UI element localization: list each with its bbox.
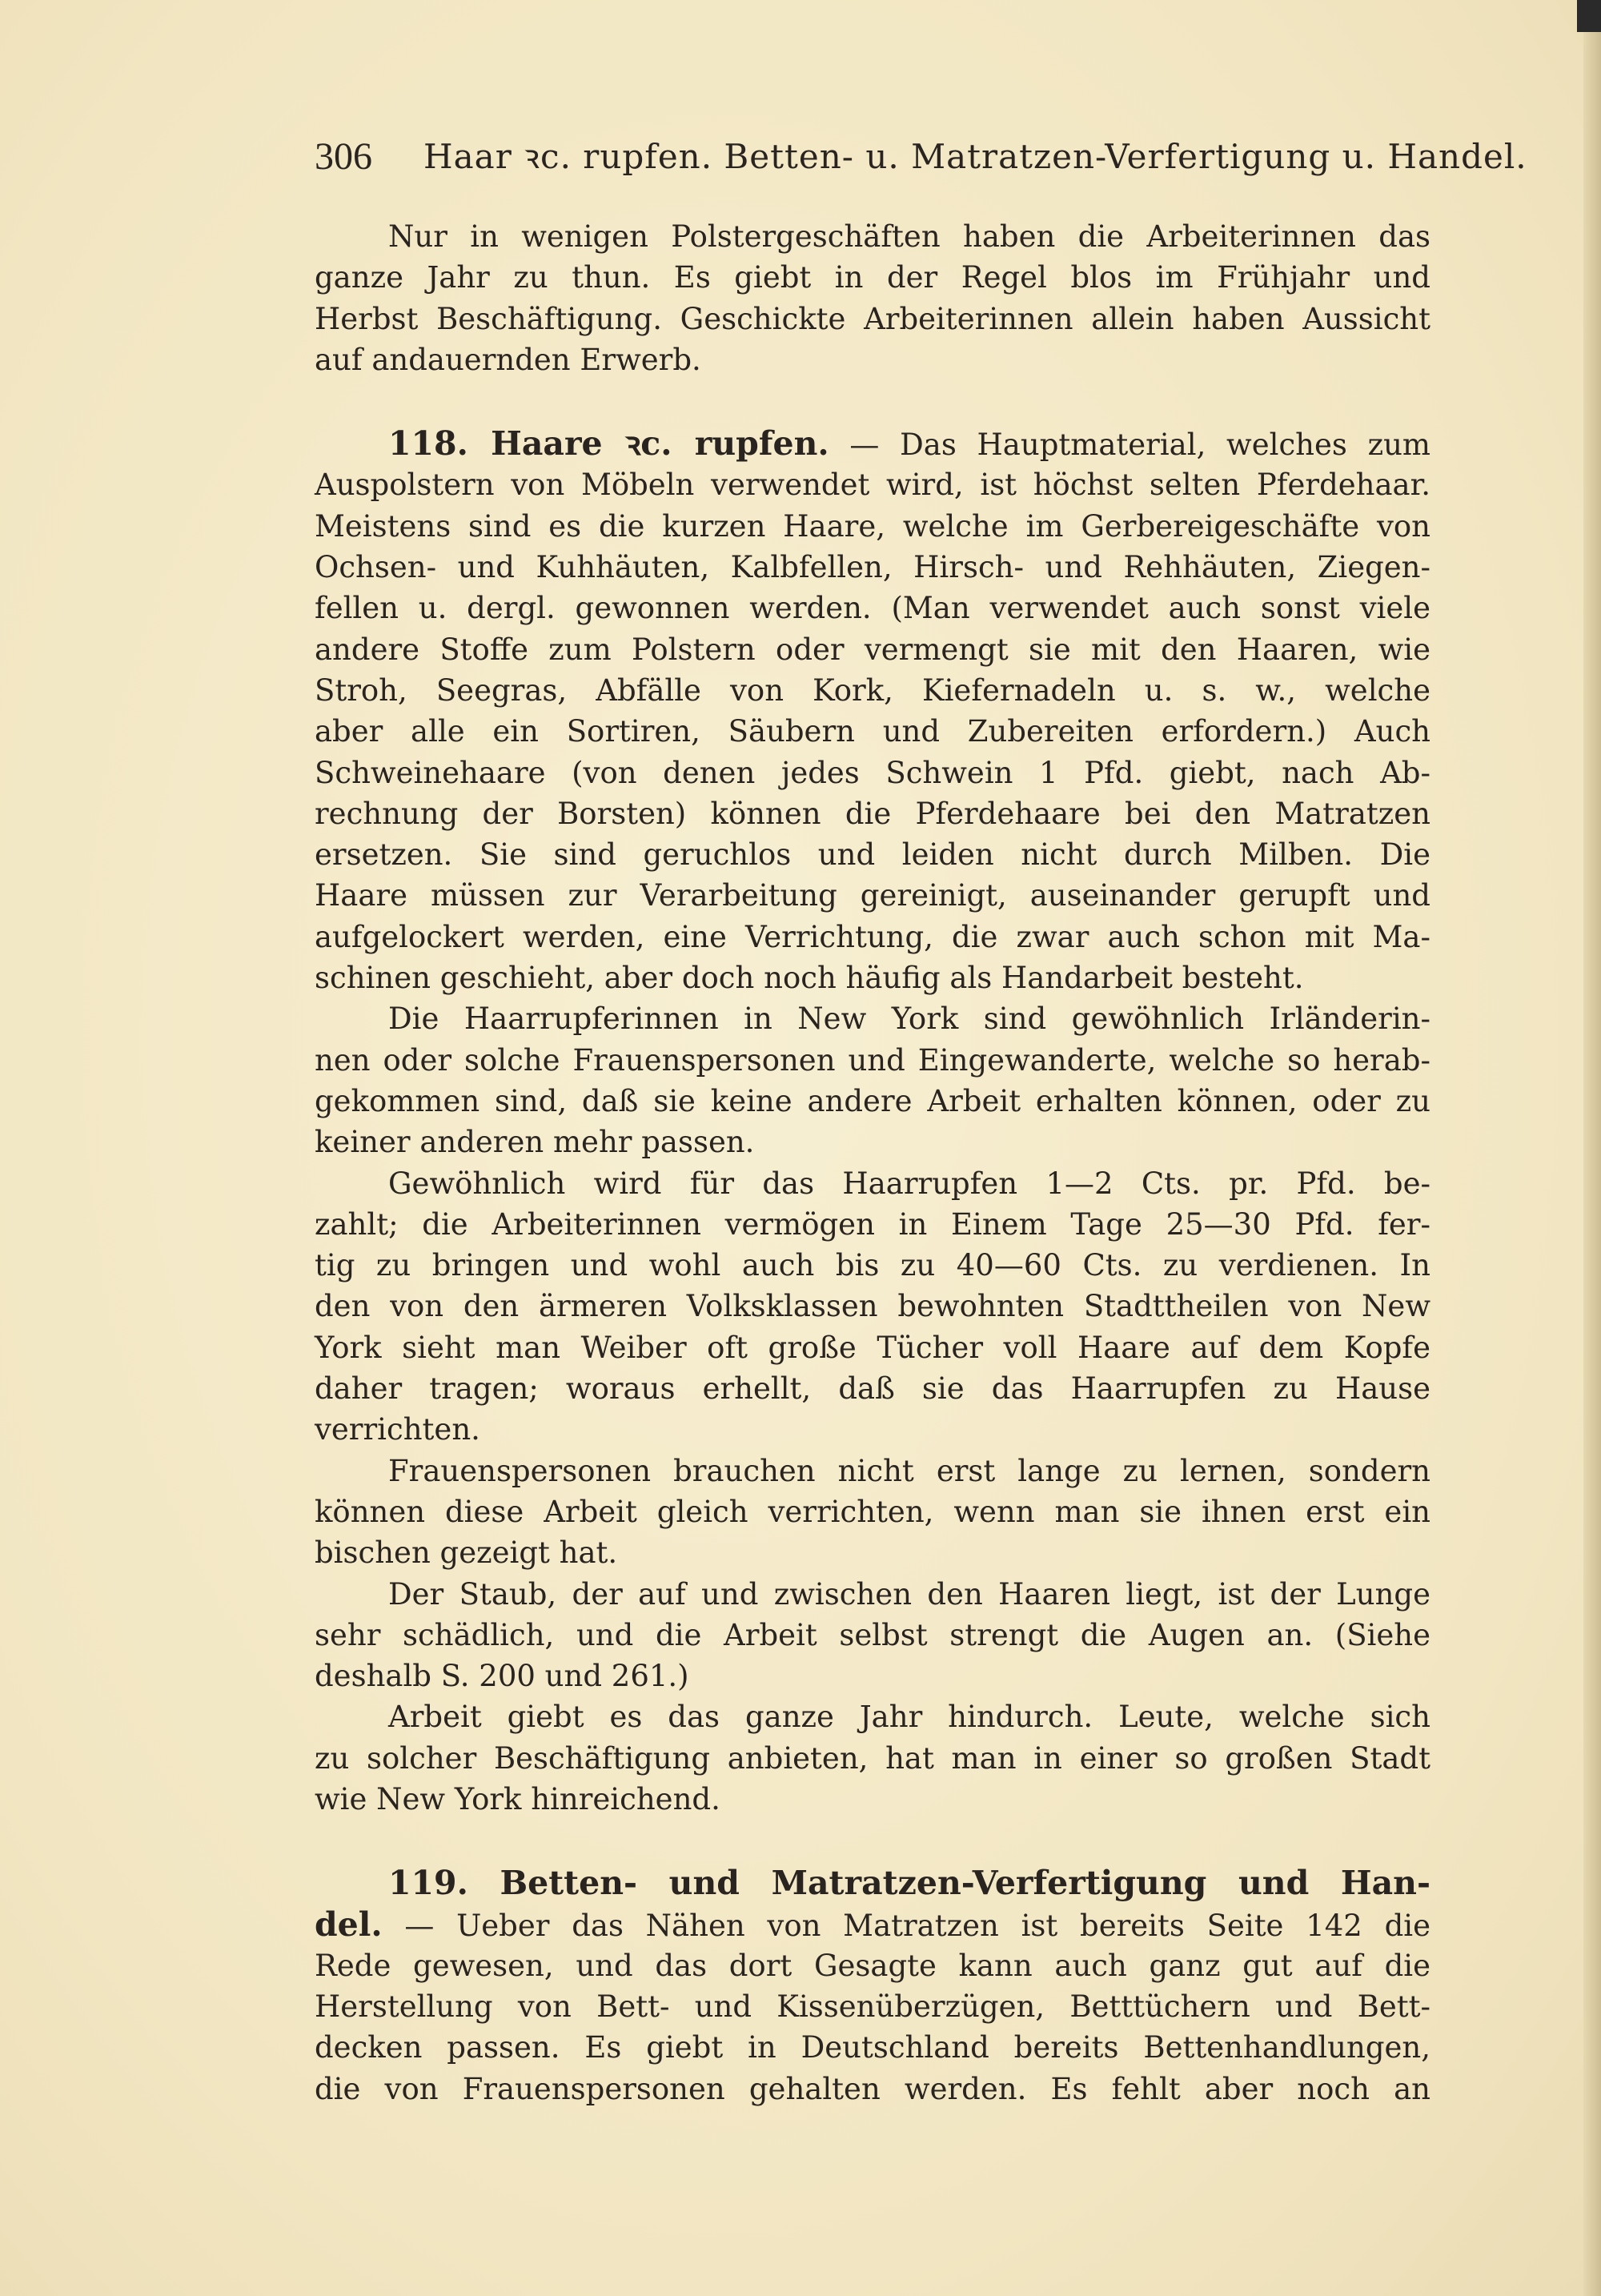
text-line: aufgelockert werden, eine Verrichtung, die zwar auch schon mit Ma- — [315, 919, 1430, 954]
text-line: ersetzen. Sie sind geruchlos und leiden nicht durch Milben. Die — [315, 837, 1430, 873]
text-line — [315, 1905, 1430, 1945]
text-line: Meistens sind es die kurzen Haare, welche im Gerbereigeschäfte von — [315, 508, 1430, 544]
text-line: aber alle ein Sortiren, Säubern und Zubereiten erfordern.) Auch — [315, 714, 1430, 749]
text-line: rechnung der Borsten) können die Pferdehaare bei den Matratzen — [315, 796, 1430, 831]
section-gap — [315, 1820, 1430, 1863]
page-body — [315, 216, 1430, 2109]
text-line: gekommen sind, daß sie keine andere Arbeit erhalten können, oder zu — [315, 1083, 1430, 1118]
text-line: sehr schädlich, und die Arbeit selbst strengt die Augen an. (Siehe — [315, 1617, 1430, 1652]
text-line: Die Haarrupferinnen in New York sind gewöhnlich Irländerin- — [388, 1001, 1430, 1037]
paragraph — [315, 998, 1430, 1162]
text-line: Herstellung von Bett- und Kissenüberzügen, Betttüchern und Bett- — [315, 1989, 1430, 2025]
text-line: Auspolstern von Möbeln verwendet wird, ist höchst selten Pferdehaar. — [315, 468, 1430, 503]
text-line: Frauenspersonen brauchen nicht erst lange zu lernen, sondern — [388, 1453, 1430, 1488]
text-line: Nur in wenigen Polstergeschäften haben die Arbeiterinnen das — [388, 219, 1430, 254]
page-number: 306 — [315, 135, 372, 178]
text-line: keiner anderen mehr passen. — [315, 1125, 755, 1160]
section-gap — [315, 380, 1430, 423]
text-line: den von den ärmeren Volksklassen bewohnten Stadttheilen von New — [315, 1289, 1430, 1324]
text-line — [315, 423, 1430, 464]
text-line: bischen gezeigt hat. — [315, 1535, 618, 1571]
text-line: die von Frauenspersonen gehalten werden. Es fehlt aber noch an — [315, 2071, 1430, 2106]
section-heading: 119. Betten- und Matratzen-Verfertigung und Han- — [388, 1864, 1430, 1903]
line-text: — Das Hauptmaterial, welches zum — [829, 427, 1431, 463]
paragraph — [315, 1163, 1430, 1451]
text-line: daher tragen; woraus erhellt, daß sie das Haarrupfen zu Hause — [315, 1371, 1430, 1407]
text-line: ganze Jahr zu thun. Es giebt in der Regel blos im Frühjahr und — [315, 260, 1430, 295]
text-line: nen oder solche Frauenspersonen und Eingewanderte, welche so herab- — [315, 1042, 1430, 1078]
running-header — [315, 134, 1527, 179]
text-line: Rede gewesen, und das dort Gesagte kann auch ganz gut auf die — [315, 1948, 1430, 1983]
text-line: andere Stoffe zum Polstern oder vermengt sie mit den Haaren, wie — [315, 632, 1430, 667]
page-edge — [1583, 0, 1601, 2296]
text-line: decken passen. Es giebt in Deutschland bereits Bettenhandlungen, — [315, 2030, 1430, 2065]
running-title: Haar ꝛc. rupfen. Betten- u. Matratzen-Verfertigung u. Handel. — [423, 137, 1527, 176]
text-line: deshalb S. 200 und 261.) — [315, 1659, 689, 1694]
text-line: Ochsen- und Kuhhäuten, Kalbfellen, Hirsch- und Rehhäuten, Ziegen- — [315, 550, 1430, 585]
text-line: Herbst Beschäftigung. Geschickte Arbeiterinnen allein haben Aussicht — [315, 301, 1430, 336]
text-line: Schweinehaare (von denen jedes Schwein 1 Pfd. giebt, nach Ab- — [315, 755, 1430, 790]
text-line: tig zu bringen und wohl auch bis zu 40—60 Cts. zu verdienen. In — [315, 1248, 1430, 1283]
text-line — [315, 1863, 1430, 1904]
paragraph — [315, 1451, 1430, 1574]
section-heading: del. — [315, 1905, 383, 1944]
text-line: Stroh, Seegras, Abfälle von Kork, Kiefernadeln u. s. w., welche — [315, 672, 1430, 708]
paragraph — [315, 1574, 1430, 1697]
text-line: wie New York hinreichend. — [315, 1781, 720, 1816]
text-line: schinen geschieht, aber doch noch häufig als Handarbeit besteht. — [315, 961, 1304, 996]
text-line: York sieht man Weiber oft große Tücher voll Haare auf dem Kopfe — [315, 1330, 1430, 1365]
text-line: können diese Arbeit gleich verrichten, wenn man sie ihnen erst ein — [315, 1494, 1430, 1529]
paragraph — [315, 216, 1430, 380]
text-line: Arbeit giebt es das ganze Jahr hindurch. Leute, welche sich — [388, 1700, 1430, 1735]
text-line: auf andauernden Erwerb. — [315, 342, 701, 377]
paragraph — [315, 423, 1430, 998]
text-line: Gewöhnlich wird für das Haarrupfen 1—2 Cts. pr. Pfd. be- — [388, 1166, 1430, 1201]
text-line: fellen u. dergl. gewonnen werden. (Man verwendet auch sonst viele — [315, 591, 1430, 626]
text-line: verrichten. — [315, 1412, 480, 1447]
paragraph — [315, 1696, 1430, 1820]
text-line: Der Staub, der auf und zwischen den Haaren liegt, ist der Lunge — [388, 1576, 1430, 1612]
section-heading: 118. Haare ꝛc. rupfen. — [388, 424, 829, 464]
scan-border — [1577, 0, 1601, 32]
text-line: zahlt; die Arbeiterinnen vermögen in Einem Tage 25—30 Pfd. fer- — [315, 1206, 1430, 1242]
text-line: Haare müssen zur Verarbeitung gereinigt, auseinander gerupft und — [315, 878, 1430, 913]
text-line: zu solcher Beschäftigung anbieten, hat man in einer so großen Stadt — [315, 1740, 1430, 1776]
paragraph — [315, 1863, 1430, 2109]
line-text: — Ueber das Nähen von Matratzen ist bereits Seite 142 die — [382, 1908, 1430, 1943]
